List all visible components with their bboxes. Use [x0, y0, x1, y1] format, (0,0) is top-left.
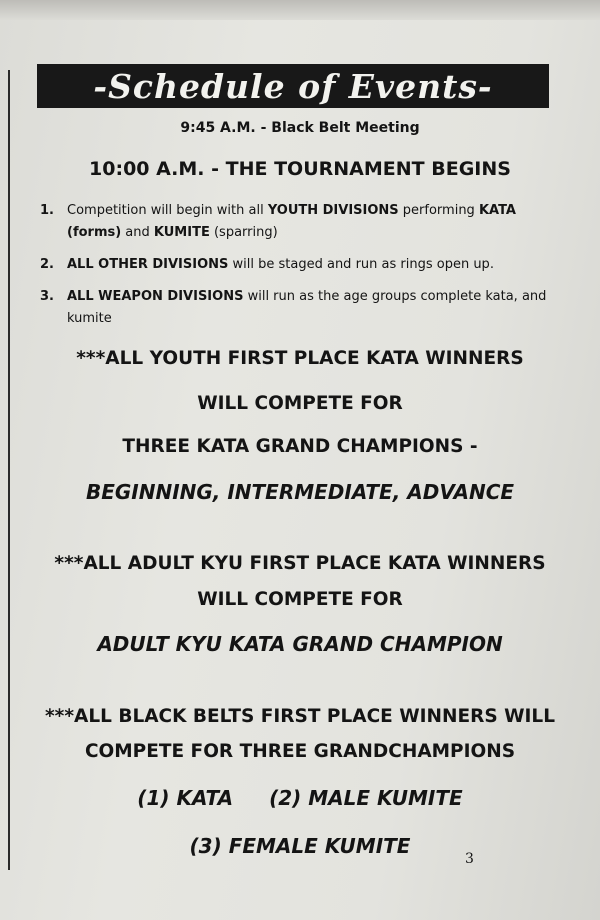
page-number: 3 — [465, 851, 474, 867]
list-number: 1. — [40, 203, 54, 218]
list-item — [40, 286, 550, 330]
adult-line-2: WILL COMPETE FOR — [197, 589, 403, 610]
list-text: ALL OTHER DIVISIONS will be staged and run as rings open up. — [67, 257, 494, 272]
list-text: Competition will begin with all YOUTH DIVISIONS performing KATA (forms) and KUMITE (sparring) — [67, 203, 516, 240]
page-title: -Schedule of Events- — [93, 66, 493, 106]
youth-line-4: BEGINNING, INTERMEDIATE, ADVANCE — [85, 480, 515, 504]
list-item — [40, 200, 550, 244]
meeting-time-line: 9:45 A.M. - Black Belt Meeting — [180, 120, 420, 136]
youth-line-3: THREE KATA GRAND CHAMPIONS - — [122, 436, 478, 457]
title-banner — [37, 64, 549, 108]
list-item — [40, 254, 550, 276]
black-belt-line-4: (3) FEMALE KUMITE — [189, 834, 411, 858]
youth-line-1: ***ALL YOUTH FIRST PLACE KATA WINNERS — [76, 348, 524, 369]
list-text: ALL WEAPON DIVISIONS will run as the age groups complete kata, and kumite — [67, 289, 547, 326]
tournament-begins-line: 10:00 A.M. - THE TOURNAMENT BEGINS — [89, 158, 511, 180]
paper-top-shadow — [0, 0, 600, 20]
adult-line-1: ***ALL ADULT KYU FIRST PLACE KATA WINNERS — [54, 553, 546, 574]
black-belt-line-3 — [0, 786, 600, 810]
adult-line-3: ADULT KYU KATA GRAND CHAMPION — [97, 632, 503, 656]
black-belt-line-2: COMPETE FOR THREE GRANDCHAMPIONS — [84, 741, 516, 762]
list-number: 2. — [40, 257, 54, 272]
list-number: 3. — [40, 289, 54, 304]
youth-line-2: WILL COMPETE FOR — [197, 393, 403, 414]
black-belt-line-1: ***ALL BLACK BELTS FIRST PLACE WINNERS WILL — [44, 706, 555, 727]
kata-label: (1) KATA — [137, 786, 234, 810]
male-kumite-label: (2) MALE KUMITE — [269, 786, 463, 810]
event-list — [40, 200, 550, 340]
